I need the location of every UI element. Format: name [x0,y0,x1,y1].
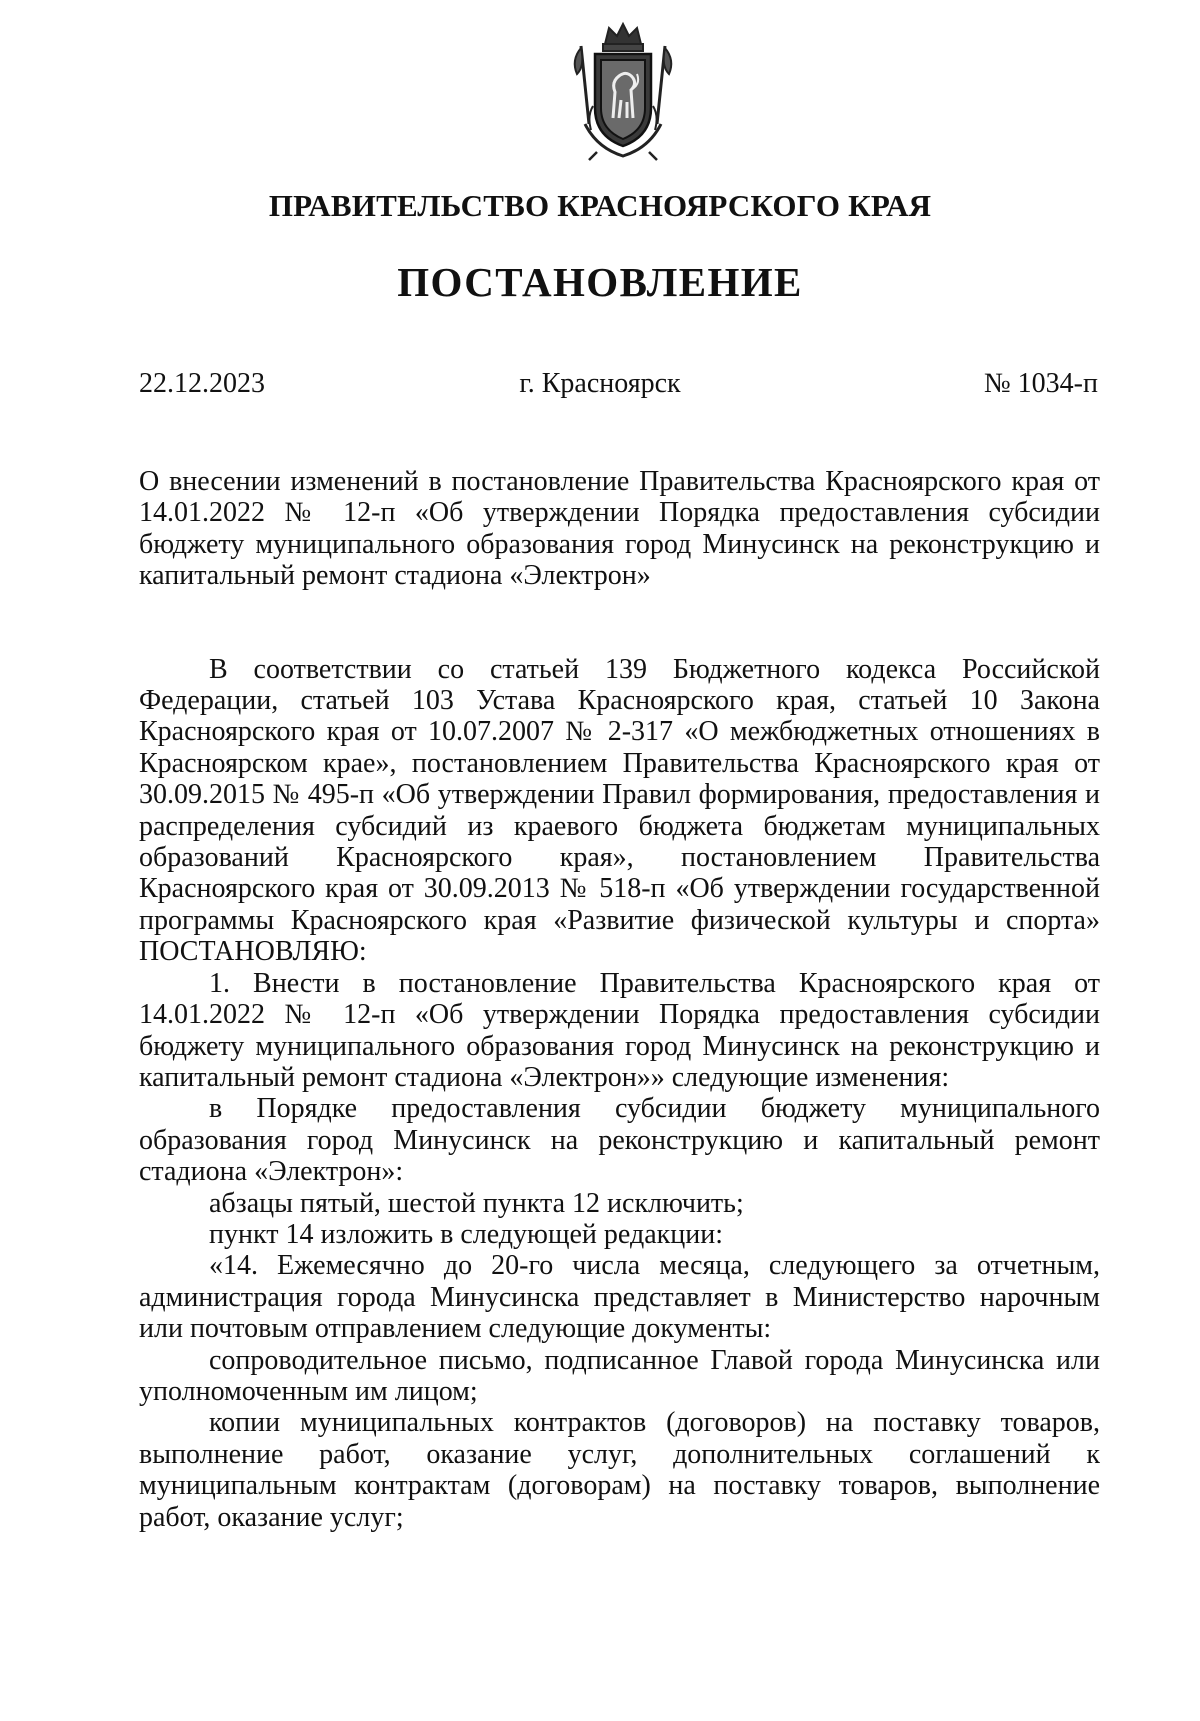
preamble-paragraph: В соответствии со статьей 139 Бюджетного кодекса Российской Федерации, статьей 103 Устава Красноярского края, статьей 10 Закона Красноярского края от 10.07.2007 № 2-317 «О межбюджетных отношениях в Красноярском крае», постановлением Правительства Красноярского края от 30.09.2015 № 495-п «Об утверждении Правил формирования, предоставления и распределения субсидий из краевого бюджета бюджетам муниципальных образований Красноярского края», постановлением Правительства Красноярского края от 30.09.2013 № 518-п «Об утверждении государственной программы Красноярского края «Развитие физической культуры и спорта» ПОСТАНОВЛЯЮ: [139,653,1100,968]
body-paragraph: пункт 14 изложить в следующей редакции: [209,1218,723,1250]
krasnoyarsk-coat-of-arms-icon [567,20,679,162]
document-date: 22.12.2023 [139,368,265,399]
body-paragraph: 1. Внести в постановление Правительства Красноярского края от 14.01.2022 № 12-п «Об утверждении Порядка предоставления субсидии бюджету муниципального образования город Минусинск на реконструкцию и капитальный ремонт стадиона «Электрон»» следующие изменения: [139,967,1100,1093]
organization-heading: ПРАВИТЕЛЬСТВО КРАСНОЯРСКОГО КРАЯ [268,188,932,223]
body-paragraph: копии муниципальных контрактов (договоров) на поставку товаров, выполнение работ, оказание услуг, дополнительных соглашений к муниципальным контрактам (договорам) на поставку товаров, выполнение работ, оказание услуг; [139,1407,1100,1533]
body-paragraph: в Порядке предоставления субсидии бюджету муниципального образования город Минусинск на реконструкцию и капитальный ремонт стадиона «Электрон»: [139,1093,1100,1188]
document-number: № 1034-п [983,368,1098,399]
document-title: О внесении изменений в постановление Правительства Красноярского края от 14.01.2022 № 12-п «Об утверждении Порядка предоставления субсидии бюджету муниципального образования город Минусинск на реконструкцию и капитальный ремонт стадиона «Электрон» [139,466,1100,592]
body-paragraph: сопроводительное письмо, подписанное Главой города Минусинска или уполномоченным им лицом; [139,1344,1100,1407]
body-paragraph: абзацы пятый, шестой пункта 12 исключить; [209,1187,744,1219]
body-paragraph: «14. Ежемесячно до 20-го числа месяца, следующего за отчетным, администрация города Минусинска представляет в Министерство нарочным или почтовым отправлением следующие документы: [139,1250,1100,1345]
document-city: г. Красноярск [519,368,681,399]
document-type-heading: ПОСТАНОВЛЕНИЕ [397,259,803,305]
document-body [139,466,1100,1533]
